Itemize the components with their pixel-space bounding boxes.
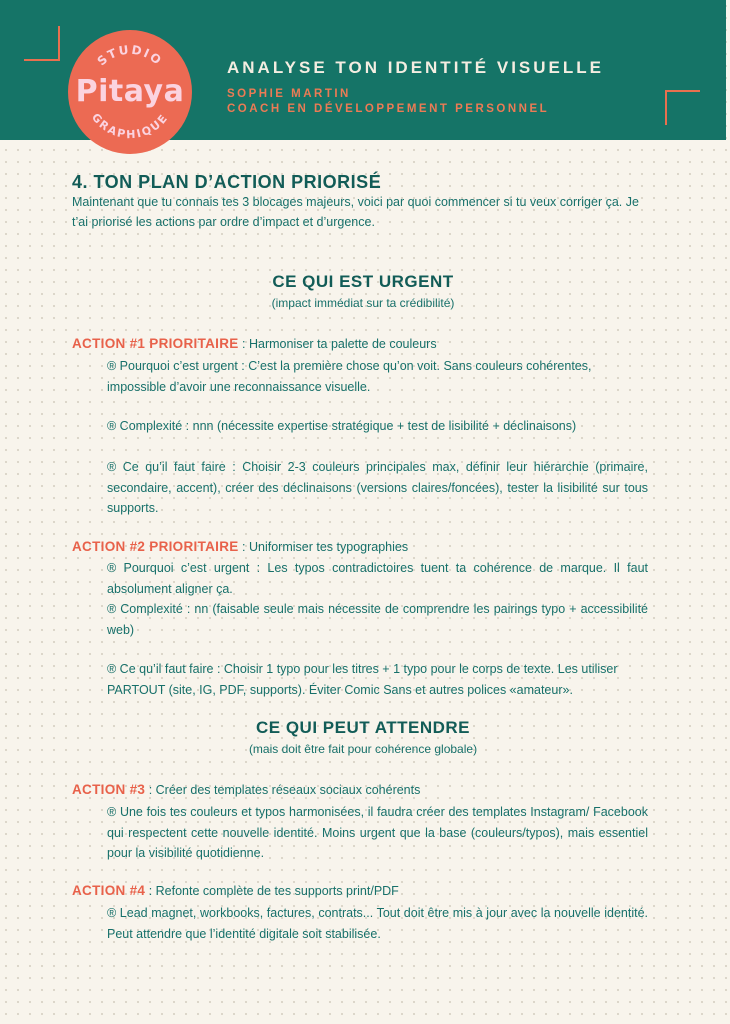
action-3-separator: : <box>145 783 156 797</box>
logo-wordmark: Pitaya <box>75 74 185 109</box>
action-3-title: Créer des templates réseaux sociaux cohérents <box>155 783 421 797</box>
action-1-todo: ® Ce qu’il faut faire : Choisir 2-3 couleurs principales max, définir leur hiérarchie (primaire, secondaire, accent), créer des déclinaisons (versions claires/foncées), tester la lisibilité sur tous supports. <box>107 460 648 515</box>
action-3-line <box>72 782 420 797</box>
section-intro: Maintenant que tu connais tes 3 blocages majeurs, voici par quoi commencer si tu veux corriger ça. Je t’ai priorisé les actions par ordre d’impact et d’urgence. <box>72 195 639 229</box>
action-2-line <box>72 539 408 554</box>
studio-pitaya-logo <box>68 30 192 154</box>
logo-text-bottom: GRAPHIQUE <box>88 110 172 142</box>
action-1-label: ACTION #1 PRIORITAIRE <box>72 336 239 351</box>
action-1-line <box>72 336 437 351</box>
section-title: 4. TON PLAN D’ACTION PRIORISÉ <box>72 172 382 192</box>
svg-text:GRAPHIQUE <box>89 111 171 141</box>
action-2-why: ® Pourquoi c’est urgent : Les typos contradictoires tuent ta cohérence de marque. Il faut absolument aligner ça. <box>107 561 648 596</box>
corner-decoration-right <box>665 90 700 125</box>
action-2-todo: ® Ce qu’il faut faire : Choisir 1 typo pour les titres + 1 typo pour le corps de texte. Les utiliser PARTOUT (site, IG, PDF, supports). Éviter Comic Sans et autres polices «amateur». <box>107 662 618 697</box>
action-1-complexity: ® Complexité : nnn (nécessite expertise stratégique + test de lisibilité + déclinaisons) <box>107 419 577 433</box>
corner-decoration-top-left <box>24 26 60 61</box>
action-2-title: Uniformiser tes typographies <box>249 540 409 554</box>
action-2-complexity: ® Complexité : nn (faisable seule mais nécessite de comprendre les pairings typo + accessibilité web) <box>107 602 648 637</box>
client-name: SOPHIE MARTIN <box>227 88 351 100</box>
action-1-title: Harmoniser ta palette de couleurs <box>249 337 437 351</box>
urgent-subheading: (impact immédiat sur ta crédibilité) <box>271 296 455 310</box>
action-4-line <box>72 883 399 898</box>
client-role: COACH EN DÉVELOPPEMENT PERSONNEL <box>227 103 550 115</box>
action-2-label: ACTION #2 PRIORITAIRE <box>72 539 239 554</box>
action-3-label: ACTION #3 <box>72 782 146 797</box>
action-1-separator: : <box>238 337 249 351</box>
action-4-title: Refonte complète de tes supports print/PDF <box>155 884 399 898</box>
action-4-text: ® Lead magnet, workbooks, factures, contrats... Tout doit être mis à jour avec la nouvelle identité. Peut attendre que l’identité digitale soit stabilisée. <box>107 906 648 941</box>
action-1-why: ® Pourquoi c’est urgent : C’est la première chose qu’on voit. Sans couleurs cohérentes, impossible d’avoir une reconnaissance visuelle. <box>107 359 592 394</box>
later-subheading: (mais doit être fait pour cohérence globale) <box>248 742 478 756</box>
action-4-label: ACTION #4 <box>72 883 146 898</box>
logo-text-top: STUDIO <box>94 42 166 69</box>
action-3-text: ® Une fois tes couleurs et typos harmonisées, il faudra créer des templates Instagram/ Facebook qui respectent cette nouvelle identité. Moins urgent que la base (couleurs/typos), mais essentiel pour la visibilité quotidienne. <box>107 805 648 860</box>
urgent-heading: CE QUI EST URGENT <box>272 272 454 291</box>
action-4-separator: : <box>145 884 156 898</box>
later-heading: CE QUI PEUT ATTENDRE <box>255 718 470 737</box>
header-title: ANALYSE TON IDENTITÉ VISUELLE <box>227 58 604 77</box>
svg-text:STUDIO <box>95 43 166 69</box>
action-2-separator: : <box>238 540 249 554</box>
